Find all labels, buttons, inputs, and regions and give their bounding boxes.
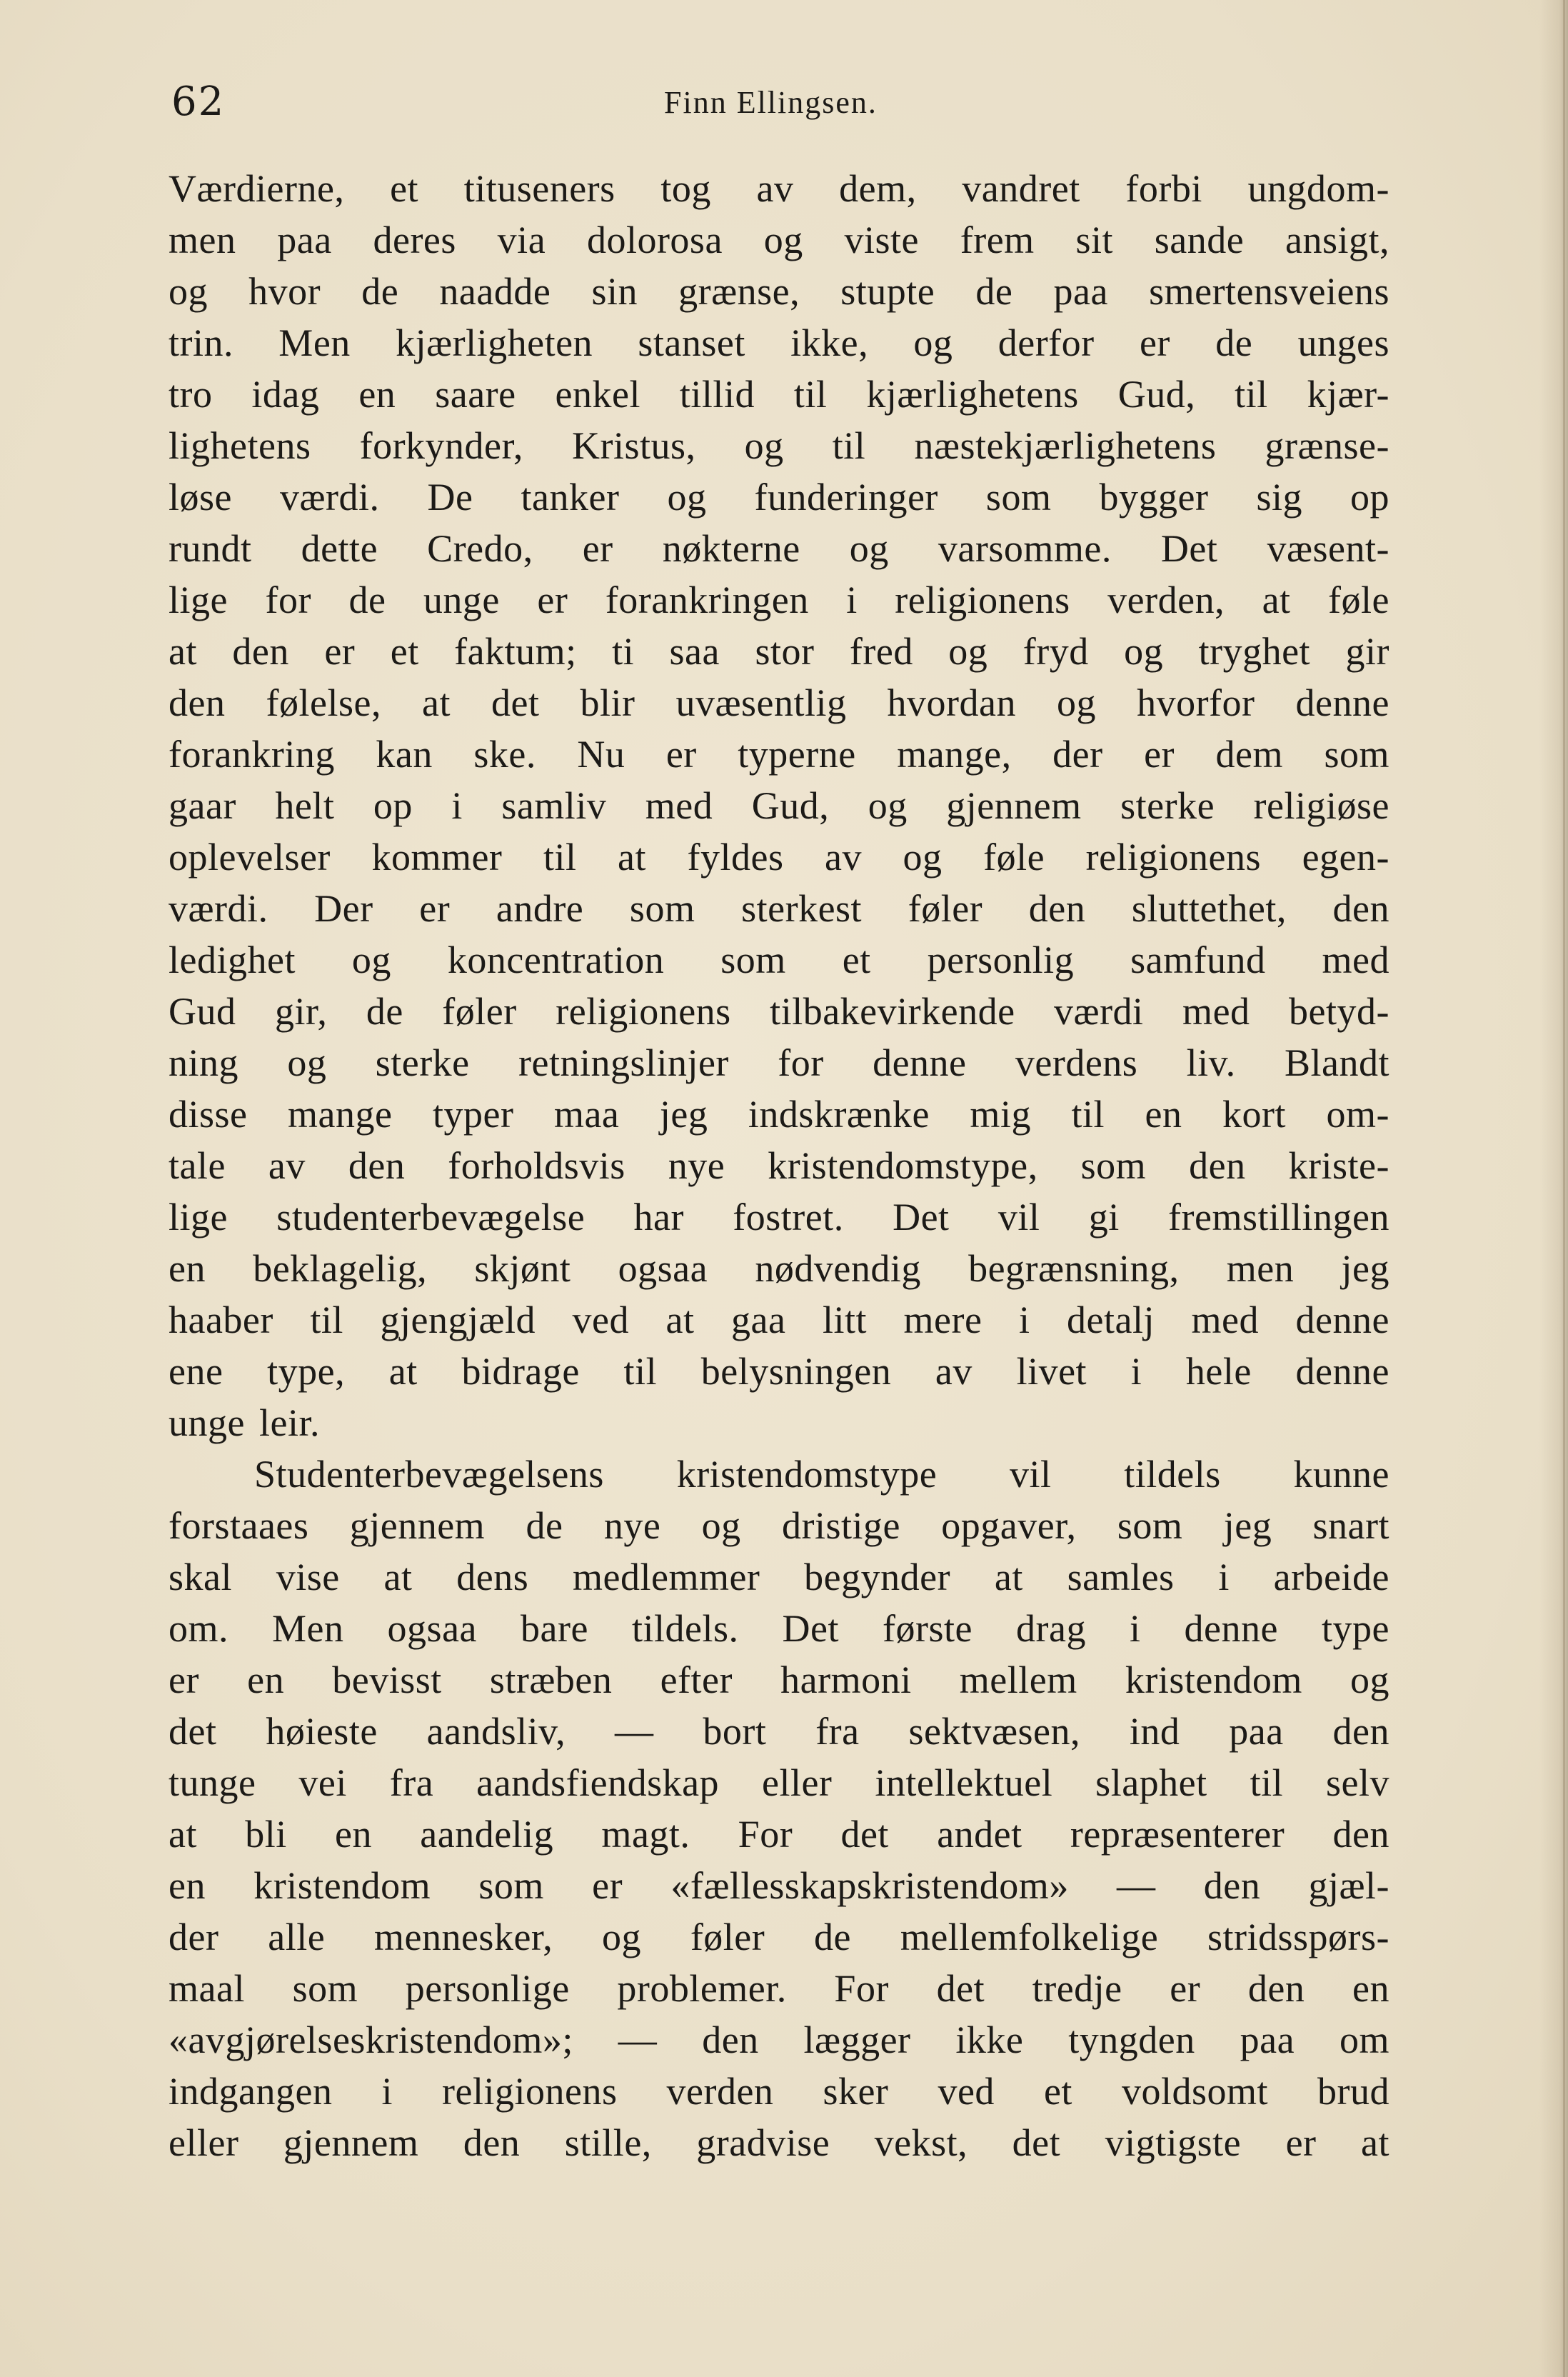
text-line: Studenterbevægelsens kristendomstype vil tildels kunne bbox=[254, 1453, 1389, 1496]
text-line: forstaaes gjennem de nye og dristige opgaver, som jeg snart bbox=[169, 1504, 1389, 1547]
text-line: er en bevisst stræben efter harmoni mellem kristendom og bbox=[169, 1658, 1389, 1701]
text-line: værdi. Der er andre som sterkest føler den sluttethet, den bbox=[169, 887, 1389, 930]
text-line: oplevelser kommer til at fyldes av og føle religionens egen- bbox=[169, 836, 1389, 879]
paragraph-1 bbox=[169, 163, 1389, 1448]
text-line: lighetens forkynder, Kristus, og til næstekjærlighetens grænse- bbox=[169, 424, 1389, 467]
text-line: lige for de unge er forankringen i religionens verden, at føle bbox=[169, 579, 1389, 621]
body-text bbox=[169, 163, 1389, 2168]
text-line: ning og sterke retningslinjer for denne verdens liv. Blandt bbox=[169, 1041, 1389, 1084]
text-line: en kristendom som er «fællesskapskristendom» — den gjæl- bbox=[169, 1864, 1389, 1907]
text-line: det høieste aandsliv, — bort fra sektvæsen, ind paa den bbox=[169, 1710, 1389, 1753]
page-number: 62 bbox=[171, 79, 226, 125]
text-line: lige studenterbevægelse har fostret. Det vil gi fremstillingen bbox=[169, 1196, 1389, 1238]
text-line: maal som personlige problemer. For det tredje er den en bbox=[169, 1967, 1389, 2010]
text-line: ledighet og koncentration som et personlig samfund med bbox=[169, 939, 1389, 981]
text-line: trin. Men kjærligheten stanset ikke, og derfor er de unges bbox=[169, 321, 1389, 364]
text-line: men paa deres via dolorosa og viste frem sit sande ansigt, bbox=[169, 219, 1389, 261]
text-line: gaar helt op i samliv med Gud, og gjennem sterke religiøse bbox=[169, 784, 1389, 827]
text-line: forankring kan ske. Nu er typerne mange, der er dem som bbox=[169, 733, 1389, 776]
text-line: løse værdi. De tanker og funderinger som bygger sig op bbox=[169, 476, 1389, 519]
text-line: om. Men ogsaa bare tildels. Det første drag i denne type bbox=[169, 1607, 1389, 1650]
text-line: rundt dette Credo, er nøkterne og varsomme. Det væsent- bbox=[169, 527, 1389, 570]
text-line: Gud gir, de føler religionens tilbakevirkende værdi med betyd- bbox=[169, 990, 1389, 1033]
text-line: der alle mennesker, og føler de mellemfolkelige stridsspørs- bbox=[169, 1916, 1389, 1958]
text-line: unge leir. bbox=[169, 1401, 320, 1444]
text-line: at den er et faktum; ti saa stor fred og fryd og tryghet gir bbox=[169, 630, 1389, 673]
text-line: disse mange typer maa jeg indskrænke mig til en kort om- bbox=[169, 1093, 1389, 1136]
text-line: tunge vei fra aandsfiendskap eller intellektuel slaphet til selv bbox=[169, 1761, 1389, 1804]
text-line: skal vise at dens medlemmer begynder at samles i arbeide bbox=[169, 1556, 1389, 1598]
text-line: eller gjennem den stille, gradvise vekst, det vigtigste er at bbox=[169, 2121, 1389, 2164]
text-line: tale av den forholdsvis nye kristendomstype, som den kriste- bbox=[169, 1144, 1389, 1187]
text-line: en beklagelig, skjønt ogsaa nødvendig begrænsning, men jeg bbox=[169, 1247, 1389, 1290]
text-line: og hvor de naadde sin grænse, stupte de paa smertensveiens bbox=[169, 270, 1389, 313]
text-line: haaber til gjengjæld ved at gaa litt mere i detalj med denne bbox=[169, 1298, 1389, 1341]
text-line: at bli en aandelig magt. For det andet repræsenterer den bbox=[169, 1813, 1389, 1856]
text-line: «avgjørelseskristendom»; — den lægger ikke tyngden paa om bbox=[169, 2018, 1389, 2061]
text-line: Værdierne, et tituseners tog av dem, vandret forbi ungdom- bbox=[169, 167, 1389, 210]
page-header bbox=[171, 71, 1385, 129]
text-line: tro idag en saare enkel tillid til kjærlighetens Gud, til kjær- bbox=[169, 373, 1389, 416]
paragraph-2 bbox=[169, 1448, 1389, 2168]
text-line: den følelse, at det blir uvæsentlig hvordan og hvorfor denne bbox=[169, 681, 1389, 724]
text-line: ene type, at bidrage til belysningen av livet i hele denne bbox=[169, 1350, 1389, 1393]
page-edge-line bbox=[1563, 0, 1565, 2377]
running-title: Finn Ellingsen. bbox=[664, 85, 878, 120]
text-line: indgangen i religionens verden sker ved et voldsomt brud bbox=[169, 2070, 1389, 2113]
